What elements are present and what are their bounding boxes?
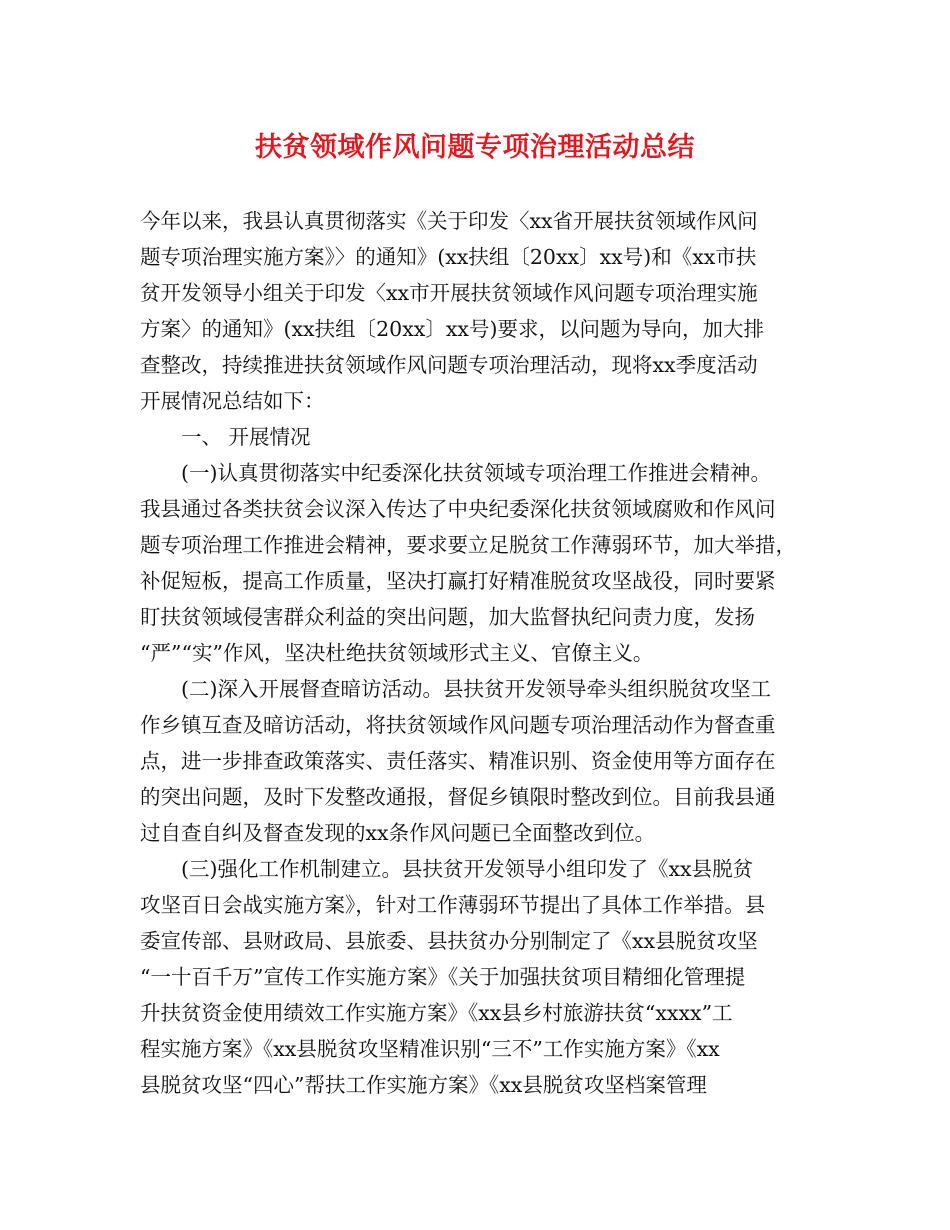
text-line: 过自查自纠及督查发现的xx条作风问题已全面整改到位。 [140, 821, 656, 845]
text-line: 贫开发领导小组关于印发〈xx市开展扶贫领域作风问题专项治理实施 [140, 281, 758, 305]
text-line: 点，进一步排查政策落实、责任落实、精准识别、资金使用等方面存在 [140, 749, 776, 773]
text-line: (一)认真贯彻落实中纪委深化扶贫领域专项治理工作推进会精神。 [181, 461, 771, 485]
text-line: “严”“实”作风，坚决杜绝扶贫领域形式主义、官僚主义。 [140, 641, 654, 665]
text-line: 攻坚百日会战实施方案》，针对工作薄弱环节提出了具体工作举措。县 [140, 893, 766, 917]
text-line: 题专项治理工作推进会精神，要求要立足脱贫工作薄弱环节，加大举措， [140, 533, 796, 557]
text-line: 补促短板，提高工作质量，坚决打赢打好精准脱贫攻坚战役，同时要紧 [140, 569, 776, 593]
document-title: 扶贫领域作风问题专项治理活动总结 [255, 132, 695, 163]
text-line: 今年以来，我县认真贯彻落实《关于印发〈xx省开展扶贫领域作风问 [140, 209, 758, 233]
text-line: 盯扶贫领域侵害群众利益的突出问题，加大监督执纪问责力度，发扬 [140, 605, 755, 629]
text-line: 我县通过各类扶贫会议深入传达了中央纪委深化扶贫领域腐败和作风问 [140, 497, 776, 521]
text-line: 开展情况总结如下： [140, 389, 325, 413]
text-line: 方案〉的通知》(xx扶组〔20xx〕xx号)要求，以问题为导向，加大排 [140, 317, 764, 341]
text-line: (二)深入开展督查暗访活动。县扶贫开发领导牵头组织脱贫攻坚工 [181, 677, 771, 701]
text-line: 题专项治理实施方案》〉的通知》(xx扶组〔20xx〕xx号)和《xx市扶 [140, 245, 757, 269]
text-line: 委宣传部、县财政局、县旅委、县扶贫办分别制定了《xx县脱贫攻坚 [140, 929, 758, 953]
text-line: 作乡镇互查及暗访活动，将扶贫领域作风问题专项治理活动作为督查重 [140, 713, 776, 737]
text-line: 县脱贫攻坚“四心”帮扶工作实施方案》《xx县脱贫攻坚档案管理 [140, 1073, 707, 1097]
text-line: 升扶贫资金使用绩效工作实施方案》《xx县乡村旅游扶贫“xxxx”工 [140, 1001, 733, 1025]
text-line: 的突出问题，及时下发整改通报，督促乡镇限时整改到位。目前我县通 [140, 785, 776, 809]
text-line: 程实施方案》《xx县脱贫攻坚精准识别“三不”工作实施方案》《xx [140, 1037, 720, 1061]
text-line: “一十百千万”宣传工作实施方案》《关于加强扶贫项目精细化管理提 [140, 965, 746, 989]
text-line: (三)强化工作机制建立。县扶贫开发领导小组印发了《xx县脱贫 [181, 857, 754, 881]
text-line: 查整改，持续推进扶贫领域作风问题专项治理活动，现将xx季度活动 [140, 353, 758, 377]
section-heading: 一、 开展情况 [181, 425, 311, 449]
